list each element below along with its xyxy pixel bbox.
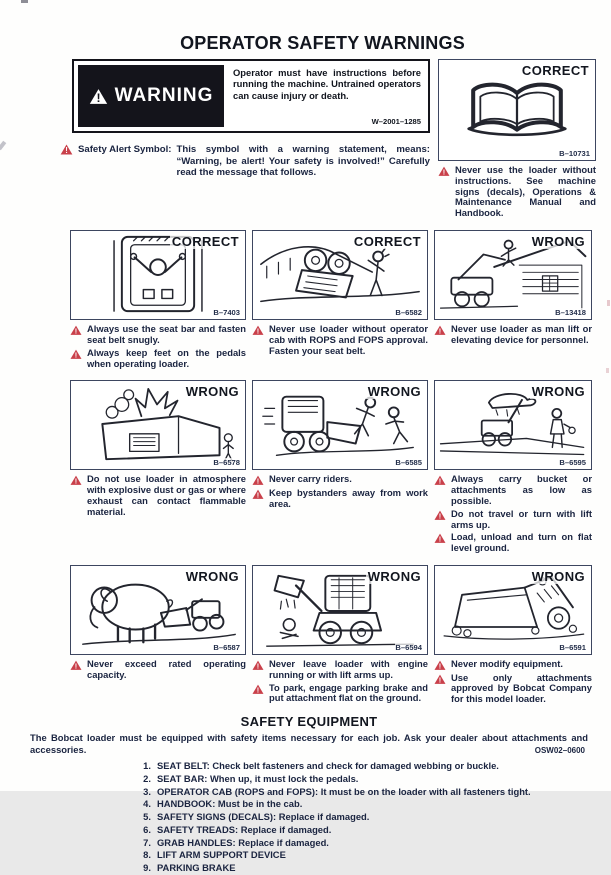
safety-alert-triangle-icon xyxy=(252,474,265,486)
panel-verdict-label: CORRECT xyxy=(171,234,239,250)
safety-panel-B–6585 xyxy=(252,380,428,556)
safety-alert-triangle-icon xyxy=(434,509,447,521)
safety-alert-triangle-icon xyxy=(434,659,447,671)
svg-text:!: ! xyxy=(438,661,442,671)
panel-illustration-box xyxy=(434,565,592,655)
panel-caption-item xyxy=(434,659,592,671)
safety-panel-B–6587 xyxy=(70,565,246,707)
safety-alert-triangle-icon xyxy=(70,324,83,336)
svg-text:!: ! xyxy=(256,476,260,486)
equipment-list-item xyxy=(135,773,588,786)
equipment-item-text: SAFETY SIGNS (DECALS): Replace if damaged. xyxy=(157,811,370,823)
panel-verdict-label: WRONG xyxy=(185,384,239,400)
panel-illustration-box xyxy=(70,230,246,320)
safety-equipment-intro: The Bobcat loader must be equipped with safety items necessary for each job. Ask your dealer about attachments and accessories. xyxy=(30,731,588,756)
panel-figure-code: B–13418 xyxy=(555,308,586,318)
panel-figure-code: B–6582 xyxy=(395,308,422,318)
panel-caption-text: Do not travel or turn with lift arms up. xyxy=(451,507,592,530)
warning-banner-body xyxy=(224,65,424,127)
warning-banner xyxy=(72,59,430,133)
equipment-item-number: 2. xyxy=(143,773,151,785)
safety-alert-triangle-icon xyxy=(434,324,447,336)
svg-text:!: ! xyxy=(74,326,78,336)
equipment-list-item xyxy=(135,786,588,799)
safety-alert-label: Safety Alert Symbol: xyxy=(78,144,172,155)
safety-alert-triangle-icon xyxy=(252,324,265,336)
panel-caption-text: Keep bystanders away from work area. xyxy=(269,486,428,509)
panel-caption-list xyxy=(70,474,246,517)
svg-text:!: ! xyxy=(256,490,260,500)
panel-illustration-box xyxy=(252,565,428,655)
equipment-item-text: PARKING BRAKE xyxy=(157,861,236,873)
scan-artifact xyxy=(607,300,610,306)
equipment-item-text: LIFT ARM SUPPORT DEVICE xyxy=(157,849,286,861)
panel-caption-text: Never use loader without operator cab with ROPS and FOPS approval. Fasten your seat belt. xyxy=(269,323,428,356)
panel-figure-code: B–6594 xyxy=(395,643,422,652)
panel-caption-text: Never use the loader without instructions. See machine signs (decals), Operations & Maintenance Manual and Handbook. xyxy=(455,164,596,219)
panel-verdict-label: WRONG xyxy=(185,569,239,584)
panel-caption-item xyxy=(70,324,246,346)
safety-alert-triangle-icon xyxy=(252,659,265,671)
panel-illustration-box xyxy=(434,380,592,470)
panel-caption-item xyxy=(252,324,428,356)
panel-verdict-label: WRONG xyxy=(531,234,585,250)
panel-caption-item xyxy=(252,474,428,486)
panel-figure-code: B–6587 xyxy=(213,643,240,652)
equipment-list-item xyxy=(135,824,588,837)
panel-caption-list xyxy=(252,474,428,509)
safety-panel-B–6582 xyxy=(252,230,428,371)
warning-triangle-icon xyxy=(89,88,108,105)
safety-alert-triangle-icon xyxy=(434,474,447,486)
panel-caption-item xyxy=(252,488,428,510)
panel-figure-code: B–6585 xyxy=(395,458,422,468)
equipment-item-text: GRAB HANDLES: Replace if damaged. xyxy=(157,836,329,848)
equipment-item-text: SEAT BAR: When up, it must lock the pedals. xyxy=(157,773,359,785)
panel-caption-item xyxy=(434,324,592,346)
panel-verdict-label: WRONG xyxy=(367,384,421,400)
panel-figure-code: B–6595 xyxy=(559,458,586,468)
panel-verdict-label: WRONG xyxy=(531,569,585,584)
equipment-list-item xyxy=(135,849,588,862)
svg-text:!: ! xyxy=(256,661,260,671)
equipment-list-item xyxy=(135,760,588,773)
panel-figure-code: B–6578 xyxy=(213,458,240,468)
svg-text:!: ! xyxy=(438,535,442,545)
panel-caption-text: Load, unload and turn on flat level ground. xyxy=(451,531,592,554)
svg-text:!: ! xyxy=(438,476,442,486)
document-code: OSW02–0600 xyxy=(534,746,585,755)
safety-alert-triangle-icon xyxy=(434,532,447,544)
equipment-item-number: 3. xyxy=(143,785,151,797)
safety-panel-B–6591 xyxy=(434,565,592,707)
svg-text:!: ! xyxy=(438,675,442,685)
safety-alert-triangle-icon xyxy=(252,683,265,695)
top-left-column xyxy=(30,59,430,179)
panel-verdict-label: WRONG xyxy=(531,384,585,400)
equipment-item-text: SEAT BELT: Check belt fasteners and check for damaged webbing or buckle. xyxy=(157,760,499,772)
panel-figure-code: B–6591 xyxy=(559,643,586,652)
panel-caption-item xyxy=(70,659,246,681)
panel-caption-list xyxy=(434,474,592,554)
equipment-item-number: 8. xyxy=(143,849,151,861)
panel-caption-list xyxy=(252,324,428,356)
equipment-item-number: 9. xyxy=(143,861,151,873)
top-right-column xyxy=(438,59,596,221)
safety-alert-triangle-icon xyxy=(434,673,447,685)
safety-equipment-section xyxy=(30,714,588,875)
panel-caption-text: Always use the seat bar and fasten seat belt snugly. xyxy=(87,323,246,345)
equipment-list-item xyxy=(135,837,588,850)
panel-caption-text: Never modify equipment. xyxy=(451,658,564,669)
svg-text:!: ! xyxy=(96,90,101,105)
equipment-list-item xyxy=(135,811,588,824)
equipment-item-number: 5. xyxy=(143,811,151,823)
svg-text:!: ! xyxy=(74,350,78,360)
equipment-item-number: 4. xyxy=(143,798,151,810)
safety-panel-B–6594 xyxy=(252,565,428,707)
panel-caption-text: Never leave loader with engine running or with lift arms up. xyxy=(269,658,428,680)
panel-illustration-box xyxy=(70,565,246,655)
panel-illustration-box xyxy=(252,230,428,320)
scan-artifact xyxy=(606,368,609,373)
safety-alert-triangle-icon xyxy=(70,659,83,671)
panel-caption-item xyxy=(70,474,246,517)
panel-caption-item xyxy=(438,165,596,219)
svg-text:!: ! xyxy=(256,326,260,336)
panel-caption-item xyxy=(434,474,592,506)
panel-caption-list xyxy=(252,659,428,704)
equipment-item-text: HANDBOOK: Must be in the cab. xyxy=(157,798,303,810)
safety-panel-B–6595 xyxy=(434,380,592,556)
scan-artifact xyxy=(21,0,28,3)
panel-caption-list xyxy=(70,324,246,369)
safety-alert-triangle-icon xyxy=(70,348,83,360)
panel-caption-text: Never exceed rated operating capacity. xyxy=(87,658,246,680)
safety-panel-B–7403 xyxy=(70,230,246,371)
warning-banner-text: Operator must have instructions before running the machine. Untrained operators can cause injury or death. xyxy=(233,67,421,101)
scan-artifact xyxy=(0,141,6,151)
panel-caption-item xyxy=(70,348,246,370)
svg-text:!: ! xyxy=(442,167,446,177)
safety-alert-text: This symbol with a warning statement, means: “Warning, be alert! Your safety is involved!” Carefully read the message that follows. xyxy=(176,144,430,178)
warning-panel-grid xyxy=(70,230,592,707)
svg-text:!: ! xyxy=(438,511,442,521)
panel-caption-item xyxy=(434,532,592,554)
panel-verdict-label: WRONG xyxy=(367,569,421,584)
panel-illustration-box xyxy=(438,59,596,161)
panel-verdict-label: CORRECT xyxy=(353,234,421,250)
equipment-item-text: OPERATOR CAB (ROPS and FOPS): It must be on the loader with all fasteners tight. xyxy=(157,785,531,797)
safety-alert-note xyxy=(60,144,430,179)
panel-caption-text: Never carry riders. xyxy=(269,473,352,485)
equipment-list-item xyxy=(135,862,588,875)
svg-text:!: ! xyxy=(74,476,78,486)
svg-text:!: ! xyxy=(438,326,442,336)
safety-alert-triangle-icon xyxy=(438,165,451,177)
panel-caption-text: Always keep feet on the pedals when operating loader. xyxy=(87,346,246,369)
panel-illustration-box xyxy=(434,230,592,320)
safety-equipment-list xyxy=(135,760,588,874)
warning-banner-label: WARNING xyxy=(114,85,214,106)
warning-banner-badge xyxy=(78,65,224,127)
equipment-list-item xyxy=(135,798,588,811)
svg-text:!: ! xyxy=(256,685,260,695)
safety-alert-triangle-icon xyxy=(70,474,83,486)
equipment-item-number: 1. xyxy=(143,760,151,772)
panel-caption-item xyxy=(252,659,428,681)
panel-caption-list xyxy=(434,324,592,346)
safety-panel-B–10731 xyxy=(438,59,596,219)
panel-figure-code: B–10731 xyxy=(559,149,590,158)
panel-caption-text: Do not use loader in atmosphere with explosive dust or gas or where exhaust can contact flammable material. xyxy=(87,473,246,517)
panel-figure-code: B–7403 xyxy=(213,308,240,318)
safety-equipment-heading: SAFETY EQUIPMENT xyxy=(240,713,378,729)
svg-text:!: ! xyxy=(74,661,78,671)
panel-caption-item xyxy=(252,683,428,705)
safety-panel-B–13418 xyxy=(434,230,592,371)
panel-illustration-box xyxy=(252,380,428,470)
equipment-item-number: 6. xyxy=(143,823,151,835)
svg-text:!: ! xyxy=(65,146,68,156)
panel-caption-item xyxy=(434,509,592,531)
panel-caption-list xyxy=(438,165,596,219)
page-title: OPERATOR SAFETY WARNINGS xyxy=(180,33,465,53)
panel-illustration-box xyxy=(70,380,246,470)
top-section xyxy=(30,59,596,221)
safety-alert-triangle-icon xyxy=(252,488,265,500)
panel-caption-item xyxy=(434,673,592,705)
panel-caption-text: Never use loader as man lift or elevating device for personnel. xyxy=(451,323,592,345)
panel-caption-text: Use only attachments approved by Bobcat Company for this model loader. xyxy=(451,671,592,705)
panel-caption-list xyxy=(434,659,592,705)
panel-caption-text: To park, engage parking brake and put attachment flat on the ground. xyxy=(269,681,428,704)
panel-verdict-label: CORRECT xyxy=(521,63,589,78)
warning-banner-code: W–2001–1285 xyxy=(371,117,421,126)
safety-panel-B–6578 xyxy=(70,380,246,556)
equipment-item-text: SAFETY TREADS: Replace if damaged. xyxy=(157,823,332,835)
safety-alert-triangle-icon xyxy=(60,144,73,155)
panel-caption-text: Always carry bucket or attachments as low as possible. xyxy=(451,473,592,506)
equipment-item-number: 7. xyxy=(143,836,151,848)
panel-caption-list xyxy=(70,659,246,681)
